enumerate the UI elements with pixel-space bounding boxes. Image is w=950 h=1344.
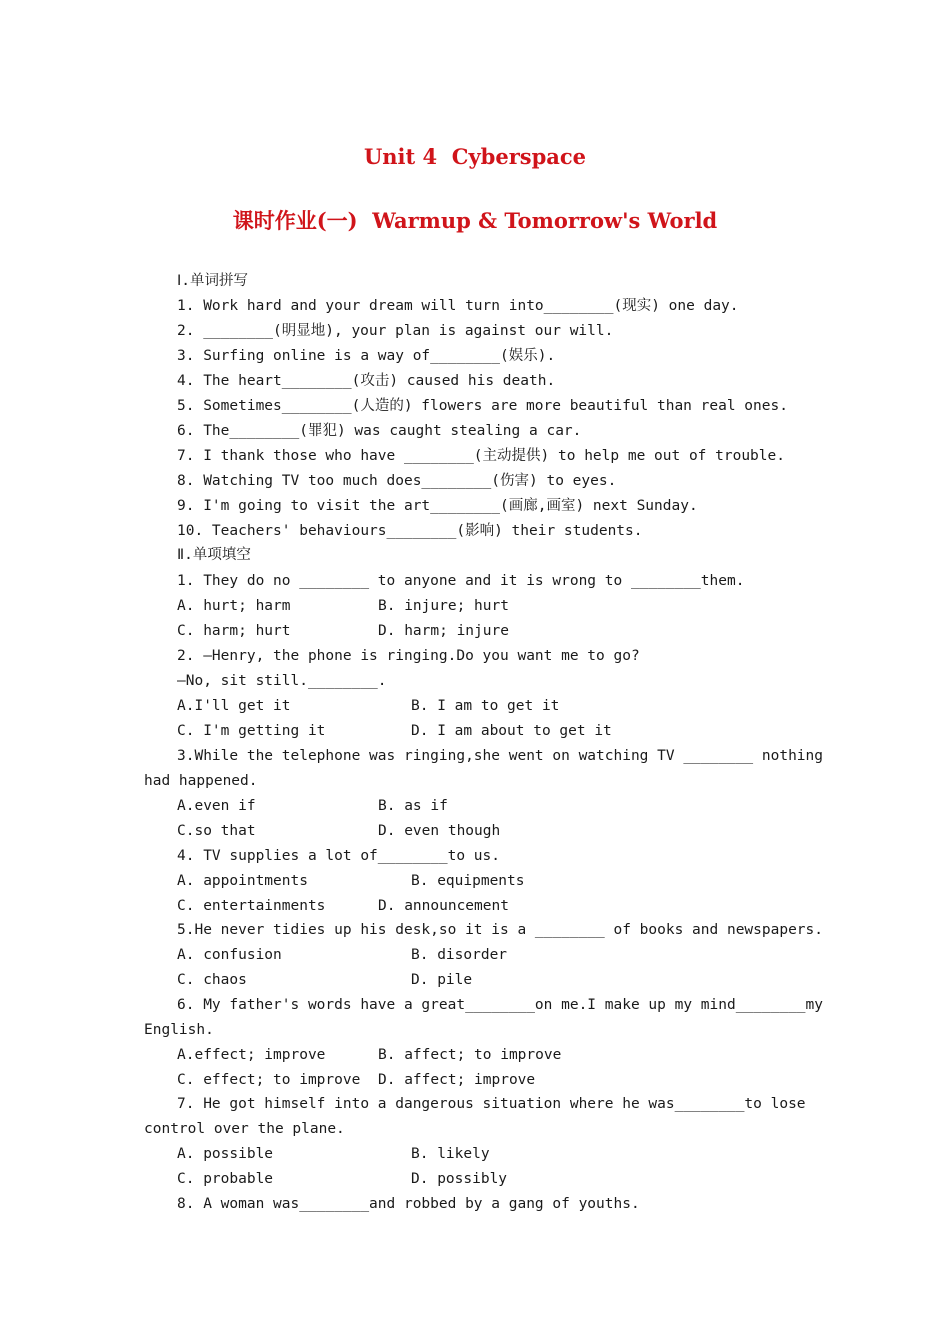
option-d: D. pile (411, 972, 473, 988)
lesson-title: 课时作业(一) Warmup & Tomorrow's World (232, 208, 718, 233)
list-item: 4. The heart________(攻击) caused his death. (177, 373, 556, 389)
option-b: B. equipments (411, 873, 525, 889)
section-heading: Ⅰ.单词拼写 (177, 273, 249, 289)
option-c: C. probable (177, 1171, 274, 1187)
list-item: 3. Surfing online is a way of________(娱乐). (177, 348, 556, 364)
question-stem: had happened. (144, 773, 258, 789)
list-item: 10. Teachers' behaviours________(影响) their students. (177, 523, 643, 539)
list-item: 6. The________(罪犯) was caught stealing a car. (177, 423, 582, 439)
list-item: 9. I'm going to visit the art________(画廊,画室) next Sunday. (177, 498, 698, 514)
unit-title: Unit 4 Cyberspace (363, 144, 587, 169)
question-stem: 7. He got himself into a dangerous situation where he was________to lose (177, 1096, 806, 1112)
option-c: C. I'm getting it (177, 723, 326, 739)
option-a: A. appointments (177, 873, 308, 889)
option-a: A. possible (177, 1146, 274, 1162)
question-stem: 4. TV supplies a lot of________to us. (177, 848, 501, 864)
option-d: D. possibly (411, 1171, 508, 1187)
option-b: B. as if (378, 798, 448, 814)
question-stem: 8. A woman was________and robbed by a gang of youths. (177, 1196, 640, 1212)
option-b: B. injure; hurt (378, 598, 509, 614)
list-item: 2. ________(明显地), your plan is against our will. (177, 323, 614, 339)
section-heading: Ⅱ.单项填空 (177, 547, 251, 563)
option-d: D. affect; improve (378, 1072, 536, 1088)
option-a: A. hurt; harm (177, 598, 291, 614)
question-stem: control over the plane. (144, 1121, 345, 1137)
question-stem: 2. —Henry, the phone is ringing.Do you want me to go? (177, 648, 640, 664)
option-b: B. I am to get it (411, 698, 560, 714)
option-a: A.even if (177, 798, 256, 814)
question-stem: 6. My father's words have a great________on me.I make up my mind________my (177, 997, 824, 1013)
option-d: D. announcement (378, 898, 509, 914)
option-b: B. likely (411, 1146, 490, 1162)
question-stem: 3.While the telephone was ringing,she went on watching TV ________ nothing (177, 748, 824, 764)
list-item: 1. Work hard and your dream will turn into________(现实) one day. (177, 298, 739, 314)
option-a: A. confusion (177, 947, 282, 963)
list-item: 5. Sometimes________(人造的) flowers are more beautiful than real ones. (177, 398, 788, 414)
option-c: C. harm; hurt (177, 623, 291, 639)
list-item: 7. I thank those who have ________(主动提供) to help me out of trouble. (177, 448, 785, 464)
question-stem: 1. They do no ________ to anyone and it is wrong to ________them. (177, 573, 745, 589)
option-d: D. harm; injure (378, 623, 509, 639)
list-item: 8. Watching TV too much does________(伤害) to eyes. (177, 473, 617, 489)
option-a: A.I'll get it (177, 698, 291, 714)
option-d: D. I am about to get it (411, 723, 612, 739)
option-c: C. effect; to improve (177, 1072, 361, 1088)
option-a: A.effect; improve (177, 1047, 326, 1063)
option-c: C. chaos (177, 972, 247, 988)
option-b: B. affect; to improve (378, 1047, 562, 1063)
option-c: C.so that (177, 823, 256, 839)
question-stem: —No, sit still.________. (177, 673, 387, 689)
question-stem: 5.He never tidies up his desk,so it is a ________ of books and newspapers. (177, 922, 824, 938)
option-b: B. disorder (411, 947, 508, 963)
question-stem: English. (144, 1022, 214, 1038)
option-c: C. entertainments (177, 898, 326, 914)
option-d: D. even though (378, 823, 501, 839)
